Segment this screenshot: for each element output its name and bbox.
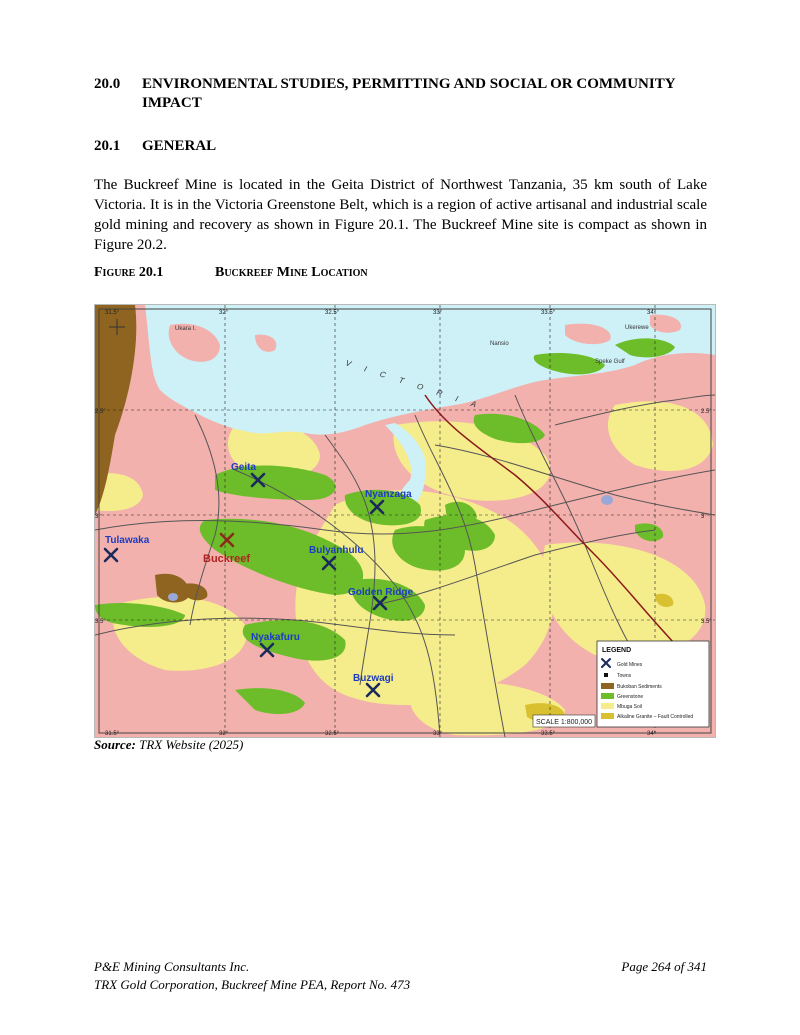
- legend-swatch: [601, 703, 614, 709]
- body-paragraph: The Buckreef Mine is located in the Geita District of Northwest Tanzania, 35 km south of Lake Victoria. It is in the Victoria Greenstone Belt, which is a region of active artisanal and industrial scale gold mining and recovery as shown in Figure 20.1. The Buckreef Mine site is compact as shown in Figure 20.2.: [94, 177, 707, 253]
- subsection-heading: [94, 138, 217, 155]
- map-legend: [597, 641, 709, 727]
- mine-label: Bulyanhulu: [309, 545, 364, 556]
- mine-label: Nyanzaga: [365, 489, 412, 500]
- lon-label-bottom-1: 31.5°: [105, 731, 120, 737]
- map-graphic: [95, 305, 715, 737]
- lon-label-top-6: 34°: [647, 310, 657, 316]
- source-label: Source:: [94, 737, 136, 752]
- legend-label: Alkaline Granite – Fault Controlled: [617, 714, 694, 720]
- legend-swatch: [601, 693, 614, 699]
- legend-swatch: [601, 713, 614, 719]
- mine-label: Buckreef: [203, 553, 251, 565]
- source-text: TRX Website (2025): [139, 737, 244, 752]
- place-label-ukara: Ukara I.: [175, 326, 197, 332]
- legend-item-greenstone: [601, 693, 643, 700]
- mine-label: Nyakafuru: [251, 632, 300, 643]
- mine-label: Geita: [231, 462, 257, 473]
- lon-label-top-2: 32°: [219, 310, 229, 316]
- scale-text: SCALE 1:800,000: [536, 719, 593, 726]
- lon-label-bottom-6: 34°: [647, 731, 657, 737]
- figure-source: [94, 737, 243, 753]
- lon-label-bottom-4: 33°: [433, 731, 443, 737]
- legend-label: Towns: [617, 673, 632, 679]
- legend-label: Mbuga Soil: [617, 704, 643, 710]
- footer-report: TRX Gold Corporation, Buckreef Mine PEA, Report No. 473: [94, 977, 411, 992]
- section-number: 20.0: [94, 76, 121, 92]
- figure-caption: [94, 265, 368, 281]
- lon-label-top-3: 32.5°: [325, 310, 340, 316]
- subsection-title: GENERAL: [142, 138, 217, 154]
- lake-label: V I C T O R I A: [344, 358, 484, 412]
- page-footer: [94, 958, 707, 994]
- legend-swatch: [601, 683, 614, 689]
- legend-item-bukoban: [601, 683, 662, 690]
- place-label-speke-gulf: Speke Gulf: [595, 359, 625, 365]
- lat-label-right-1: 2.5°: [701, 409, 712, 415]
- lat-label-right-3: 3.5°: [701, 619, 712, 625]
- lon-label-bottom-2: 32°: [219, 731, 229, 737]
- footer-company: P&E Mining Consultants Inc.: [94, 959, 250, 974]
- legend-label: Greenstone: [617, 694, 644, 700]
- mine-label: Tulawaka: [105, 535, 150, 546]
- lat-label-left-3: 3.5°: [95, 619, 106, 625]
- legend-item-mbuga: [601, 703, 642, 710]
- place-label-ukerewe: Ukerewe: [625, 325, 649, 331]
- figure-label: Figure 20.1: [94, 265, 164, 280]
- lat-label-left-1: 2.5°: [95, 409, 106, 415]
- lon-label-bottom-3: 32.5°: [325, 731, 340, 737]
- lon-label-top-4: 33°: [433, 310, 443, 316]
- section-title: ENVIRONMENTAL STUDIES, PERMITTING AND SOCIAL OR COMMUNITY IMPACT: [142, 76, 675, 111]
- figure-title: Buckreef Mine Location: [215, 265, 368, 280]
- place-label-nansio: Nansio: [490, 341, 509, 347]
- lat-label-left-2: 3°: [95, 514, 101, 520]
- scale-box: [533, 715, 595, 727]
- mine-label: Buzwagi: [353, 673, 394, 684]
- location-map: [94, 304, 716, 738]
- subsection-number: 20.1: [94, 138, 121, 154]
- legend-title: LEGEND: [602, 647, 632, 654]
- mine-label: Golden Ridge: [348, 587, 413, 598]
- lon-label-bottom-5: 33.5°: [541, 731, 556, 737]
- lon-label-top-1: 31.5°: [105, 310, 120, 316]
- lat-label-right-2: 3°: [701, 514, 707, 520]
- legend-label: Gold Mines: [617, 662, 643, 668]
- legend-label: Bukoban Sediments: [617, 684, 662, 690]
- town-square-icon: [604, 673, 608, 677]
- lon-label-top-5: 33.5°: [541, 310, 556, 316]
- page-number: Page 264 of 341: [621, 959, 707, 974]
